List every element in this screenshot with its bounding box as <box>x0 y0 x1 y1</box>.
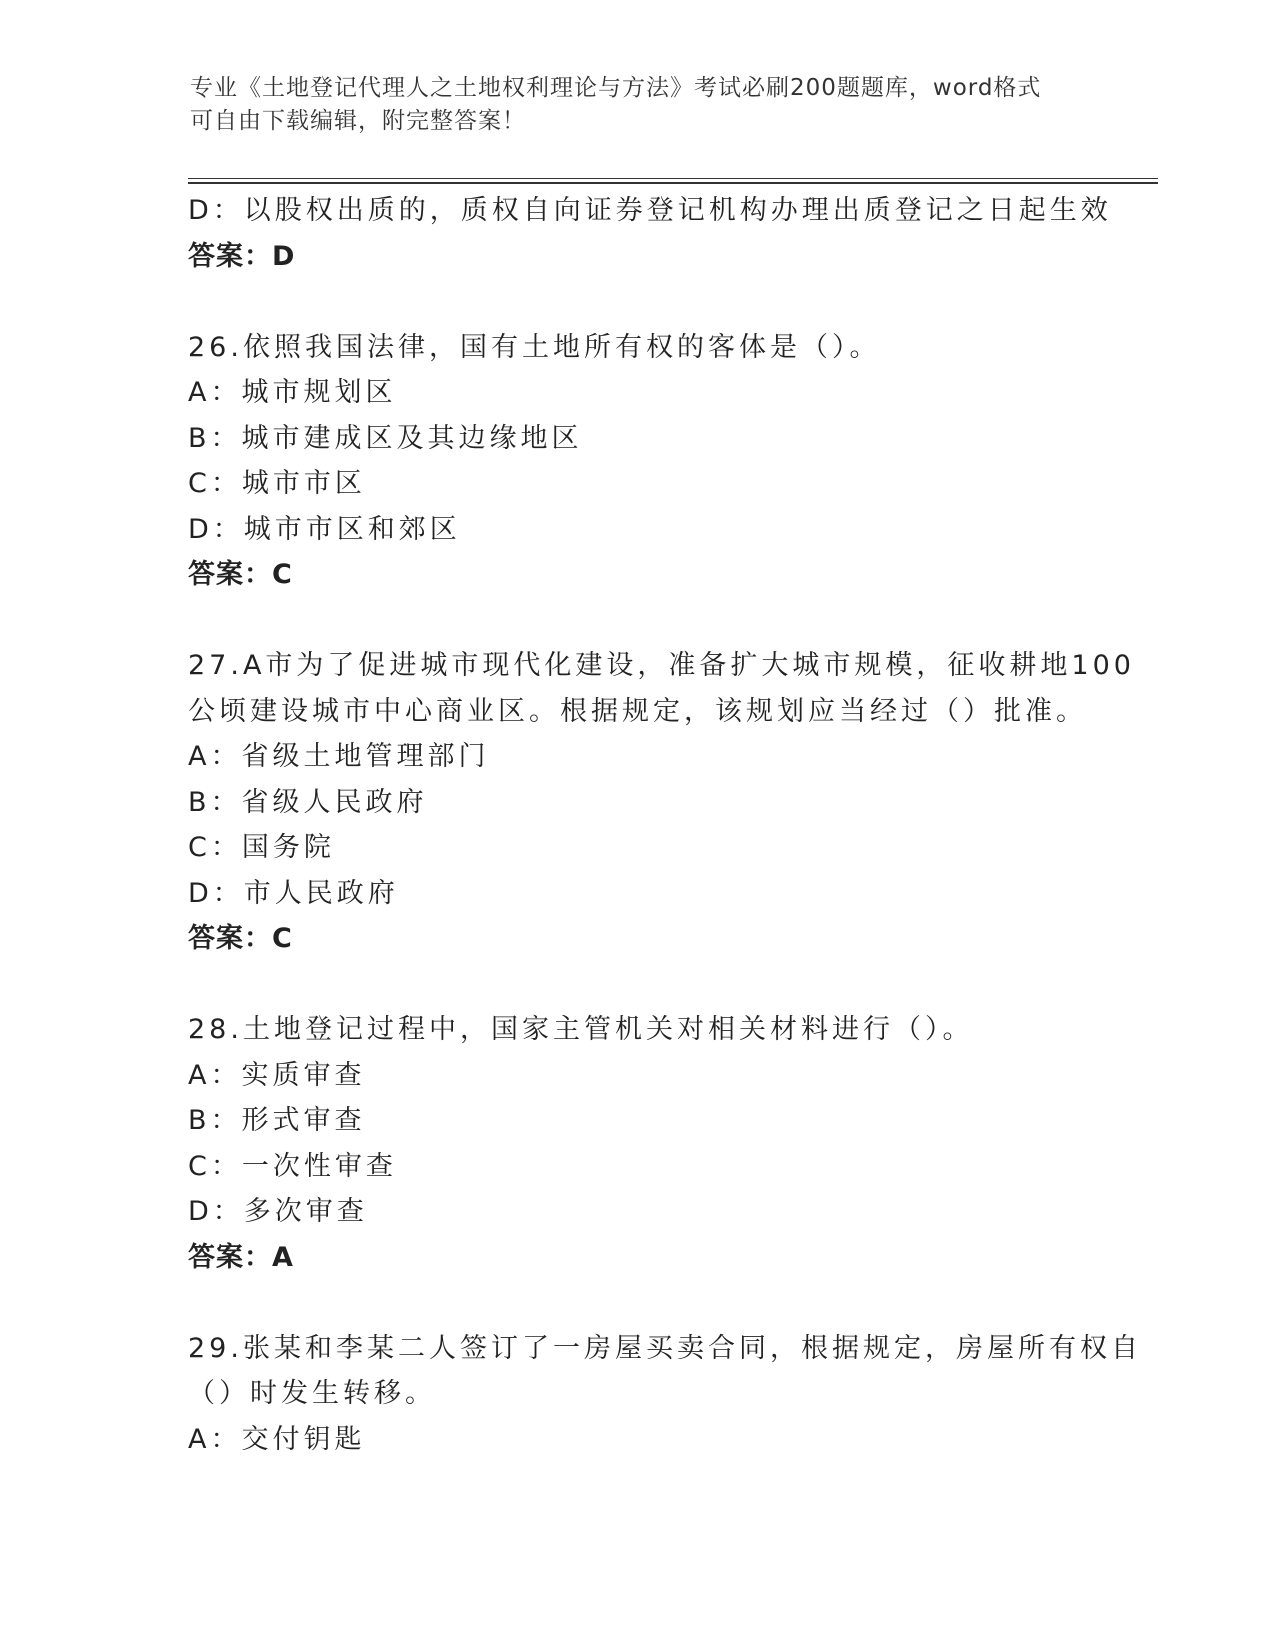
option-c: C：一次性审查 <box>188 1150 397 1182</box>
question-stem: 28.土地登记过程中，国家主管机关对相关材料进行（）。 <box>188 1014 974 1045</box>
question-stem: 26.依照我国法律，国有土地所有权的客体是（）。 <box>188 331 881 363</box>
option-b: B：城市建成区及其边缘地区 <box>188 422 583 454</box>
question-stem-cont: （）时发生转移。 <box>188 1378 436 1409</box>
question-26 <box>188 325 1088 598</box>
spacer <box>188 279 1088 325</box>
header-line-1: 专业《土地登记代理人之土地权利理论与方法》考试必刷200题题库，word格式 <box>190 75 1042 101</box>
spacer <box>188 598 1088 644</box>
prev-answer: 答案：D <box>188 240 296 272</box>
option-b: B：形式审查 <box>188 1105 366 1136</box>
option-c: C：国务院 <box>188 832 335 863</box>
header-divider-thin <box>188 178 1158 179</box>
header-line-2: 可自由下载编辑，附完整答案！ <box>190 108 526 134</box>
question-28 <box>188 1007 1088 1280</box>
question-content <box>188 188 1142 1462</box>
header-divider-thick <box>188 182 1158 184</box>
answer: 答案：A <box>188 1241 294 1273</box>
option-a: A：城市规划区 <box>188 377 397 408</box>
option-d: D：多次审查 <box>188 1196 368 1227</box>
prev-option-d: D：以股权出质的，质权自向证券登记机构办理出质登记之日起生效 <box>188 195 1112 226</box>
answer: 答案：C <box>188 923 293 954</box>
option-a: A：交付钥匙 <box>188 1423 366 1455</box>
option-a: A：实质审查 <box>188 1059 366 1091</box>
spacer <box>188 962 1088 1008</box>
option-d: D：市人民政府 <box>188 877 399 909</box>
answer: 答案：C <box>188 559 293 590</box>
option-c: C：城市市区 <box>188 468 366 499</box>
question-stem: 29.张某和李某二人签订了一房屋买卖合同，根据规定，房屋所有权自 <box>188 1332 1142 1364</box>
document-header <box>190 72 1090 138</box>
question-29 <box>188 1326 1142 1463</box>
option-b: B：省级人民政府 <box>188 786 428 818</box>
question-stem: 27.A市为了促进城市现代化建设，准备扩大城市规模，征收耕地100 <box>188 650 1135 681</box>
option-a: A：省级土地管理部门 <box>188 741 490 772</box>
question-27 <box>188 643 1135 962</box>
question-stem-cont: 公顷建设城市中心商业区。根据规定，该规划应当经过（）批准。 <box>188 695 1087 727</box>
spacer <box>188 1280 1088 1326</box>
option-d: D：城市市区和郊区 <box>188 513 461 545</box>
